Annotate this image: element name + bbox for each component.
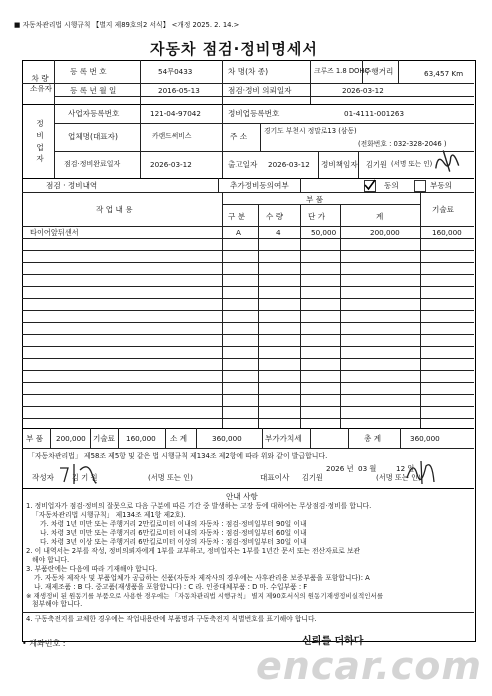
col-type-header: 구 분: [228, 212, 246, 221]
shop-name-label: 업체명(대표자): [68, 132, 118, 141]
mileage-label: 주행거리: [364, 67, 394, 76]
extra-consent-label: 추가정비동의여부: [230, 181, 289, 190]
list-item: 첨부해야 합니다.: [32, 600, 83, 608]
agree-checkbox[interactable]: [364, 180, 376, 192]
check-icon: [364, 179, 376, 191]
done-date-label: 점검·정비완료일자: [64, 160, 121, 168]
total-parts-label: 부 품: [26, 434, 44, 443]
col-price-header: 단 가: [308, 212, 326, 221]
agree-label: 동의: [384, 181, 399, 190]
total-parts-value: 200,000: [56, 434, 86, 443]
release-date-label: 출고일자: [228, 160, 258, 169]
list-item: 나. 차령 3년 미만 또는 주행거리 6만킬로미터 이내의 자동차 : 점검·정비일부터 60일 이내: [40, 529, 307, 537]
list-item: 가. 자동차 제작사 및 부품업체가 공급하는 신품(자동차 제작사의 경우에는 사후관리용 보증부품을 포함합니다): A: [34, 574, 370, 582]
grand-total-value: 360,000: [410, 434, 440, 443]
rep-name: 김기원: [302, 473, 323, 482]
subtotal-label: 소 계: [170, 434, 188, 443]
grand-total-label: 총 계: [364, 434, 382, 443]
list-item: 나. 재제조품 : B 다. 중고품(재생품을 포함합니다) : C 라. 인증대체부품 : D 마. 수입부품 : F: [34, 583, 308, 591]
address-label: 주 소: [230, 132, 248, 141]
list-item: 다. 차령 3년 이상 또는 주행거리 6만킬로미터 이상의 자동차 : 점검·정비일부터 30일 이내: [40, 538, 307, 546]
disagree-checkbox[interactable]: [414, 180, 426, 192]
list-item: 「자동차관리법 시행규칙」 제134조 제1항 제2호).: [32, 511, 186, 519]
list-item: 가. 차령 1년 미만 또는 주행거리 2만킬로미터 이내의 자동차 : 점검·정비일부터 90일 이내: [40, 520, 307, 528]
parts-header: 부 품: [306, 195, 324, 204]
request-date-value: 2026-03-12: [342, 86, 384, 95]
row-price: 50,000: [311, 228, 337, 237]
work-header: 작 업 내 용: [96, 205, 133, 214]
account-label: • 계좌번호 :: [22, 639, 66, 648]
row-qty: 4: [276, 228, 281, 237]
writer-name: 김 기 원: [72, 473, 98, 482]
inspection-label: 점검 · 정비내역: [46, 181, 98, 190]
reg-no-label: 등 록 번 호: [70, 67, 107, 76]
subtotal-value: 360,000: [212, 434, 242, 443]
document-title: 자동차 점검·정비명세서: [150, 40, 318, 58]
row-total: 200,000: [370, 228, 400, 237]
reg-date-value: 2016-05-13: [158, 86, 200, 95]
list-item: 3. 부품란에는 다음에 따라 기재해야 합니다.: [26, 565, 158, 573]
address-value: 경기도 부천시 정말로13 (삼동): [264, 127, 357, 135]
row-type: A: [236, 228, 241, 237]
trust-tagline: 신뢰를 더하다: [302, 636, 364, 647]
done-date-value: 2026-03-12: [150, 160, 192, 169]
issue-date-month: 03 월: [358, 464, 377, 473]
manager-label: 정비책임자: [321, 160, 358, 169]
total-tech-label: 기술료: [93, 434, 116, 443]
manager-value: 김기원: [366, 160, 387, 169]
manager-sign-label: (서명 또는 인): [391, 160, 433, 168]
list-item: 해야 합니다.: [32, 556, 70, 564]
list-item: 4. 구동축전지를 교체한 경우에는 작업내용란에 부품명과 구동축전지 식별번호를 표기해야 합니다.: [26, 615, 317, 623]
disagree-label: 부동의: [430, 181, 453, 190]
issuance-statement: 「자동차관리법」 제58조 제5항 및 같은 법 시행규칙 제134조 제2항에 따라 위와 같이 발급합니다.: [28, 452, 328, 460]
phone-value: (전화번호 : 032-328-2046 ): [358, 140, 447, 148]
col-qty-header: 수 량: [266, 212, 284, 221]
list-item: 2. 이 내역서는 2부를 작성, 정비의뢰자에게 1부를 교부하고, 정비업자는 1부를 1년간 문서 또는 전산자료로 보관: [26, 547, 361, 555]
vat-label: 부가가치세: [265, 434, 302, 443]
car-name-value: 크루즈 1.8 DOHC: [314, 67, 370, 75]
list-item: 1. 정비업자가 점검·정비의 잘못으로 다음 구분에 따른 기간 중 발생하는 고장 등에 대하여는 무상점검·정비를 합니다.: [26, 502, 372, 510]
col-total-header: 계: [376, 212, 384, 221]
list-item: ※ 재생정비 된 원동기를 부품으로 사용한 경우에는 「자동차관리법 시행규칙」 별지 제90호서식의 원동기재생정비실적인서를: [26, 592, 384, 600]
writer-label: 작성자: [32, 473, 55, 482]
issue-date-year: 2026 년: [326, 464, 354, 473]
mileage-value: 63,457 Km: [424, 69, 464, 78]
rep-label: 대표이사: [260, 473, 290, 482]
request-date-label: 점검·정비 의뢰일자: [228, 86, 292, 95]
biz-no-label: 사업자등록번호: [68, 109, 120, 118]
row-work: 타이어앞뒤센서: [30, 228, 79, 237]
reg-date-label: 등 록 년 월 일: [70, 86, 117, 95]
manager-signature: [429, 145, 465, 182]
issue-date-day: 12 일: [396, 464, 415, 473]
shop-name-value: 카랜드써비스: [152, 132, 192, 140]
biz-no-value: 121-04-97042: [150, 109, 201, 118]
rep-signature: [404, 458, 438, 490]
encar-watermark: encar.com: [256, 644, 482, 688]
shop-section-label: 정 비 업 자: [36, 119, 44, 164]
shop-reg-value: 01-4111-001263: [344, 109, 405, 118]
rep-sign-label: (서명 또는 인): [376, 473, 421, 482]
car-name-label: 차 명(차 종): [228, 67, 269, 76]
writer-sign-label: (서명 또는 인): [148, 473, 193, 482]
writer-signature: [58, 460, 98, 490]
release-date-value: 2026-03-12: [268, 160, 310, 169]
shop-reg-label: 정비업등록번호: [228, 109, 280, 118]
reg-no-value: 54무0433: [158, 67, 193, 76]
notes-title: 안내 사항: [226, 492, 258, 501]
vehicle-section-label: 차 량 소유자: [30, 74, 53, 93]
law-reference: ■ 자동차관리법 시행규칙 【별지 제89호의2 서식】 <개정 2025. 2. 14.>: [14, 21, 240, 29]
tech-header: 기술료: [432, 205, 455, 214]
total-tech-value: 160,000: [126, 434, 156, 443]
row-tech: 160,000: [432, 228, 462, 237]
